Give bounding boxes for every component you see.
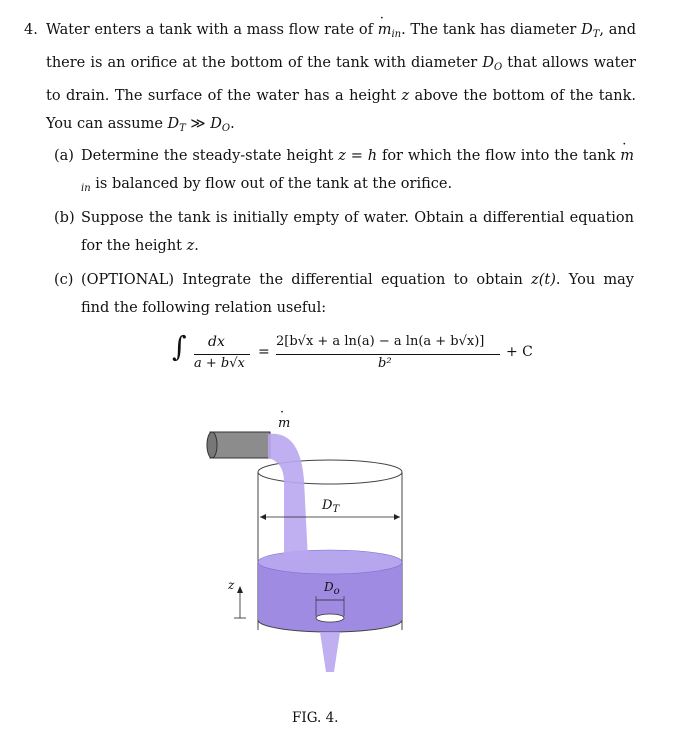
outflow-stream	[320, 632, 340, 672]
lhs-fraction-bar	[194, 354, 250, 355]
dt-arrow-right	[394, 514, 400, 520]
dt-arrow-left	[260, 514, 266, 520]
pipe-inlet-end	[207, 432, 217, 458]
part-b	[54, 204, 634, 260]
lhs-numerator: dx	[208, 334, 225, 350]
integral-equation	[172, 330, 552, 376]
part-b-label: (b)	[54, 210, 75, 226]
rhs-denominator: b²	[378, 356, 392, 371]
part-c-text: (OPTIONAL) Integrate the differential equation to obtain z(t). You may find the following relation useful:	[81, 272, 634, 316]
inflow-stream	[268, 434, 308, 560]
tank-diagram	[200, 410, 440, 680]
mdot-label: m ·	[278, 416, 290, 431]
rhs-fraction-bar	[276, 354, 500, 355]
orifice	[316, 614, 344, 622]
dt-label: $D_T$	[322, 498, 340, 515]
inflow-pipe	[210, 432, 270, 458]
integration-constant: + C	[506, 344, 533, 360]
lhs-denominator: a + b√x	[194, 356, 245, 371]
part-c-label: (c)	[54, 272, 74, 288]
z-axis-arrow	[237, 586, 243, 593]
problem-number: 4.	[24, 22, 38, 38]
problem-intro: Water enters a tank with a mass flow rate of $m \cdot_{in}$. The tank has diameter $D_T$, and there is an orifice at the bottom of the tank with diameter $D_O$ that allows water to drain. The surface of the water has a height z above the bottom of the tank. You can assume $D_T$ ≫ $D_O$.	[46, 16, 636, 143]
part-b-text: Suppose the tank is initially empty of water. Obtain a differential equation for the height z.	[81, 210, 634, 254]
do-label: $D_o$	[324, 580, 340, 597]
integral-sign: ∫	[172, 330, 187, 363]
tank-figure	[200, 410, 440, 684]
figure-caption: FIG. 4.	[292, 710, 339, 726]
part-c	[54, 266, 634, 322]
problem-statement	[24, 16, 636, 143]
rhs-numerator: 2[b√x + a ln(a) − a ln(a + b√x)]	[276, 334, 485, 349]
equals-sign: =	[258, 344, 270, 360]
part-a-label: (a)	[54, 148, 74, 164]
part-a-text: Determine the steady-state height z = h for which the flow into the tank $m \cdot_{in}$ is balanced by flow out of the tank at the orifice.	[81, 142, 634, 203]
water-surface	[258, 550, 402, 574]
z-label: z	[228, 578, 235, 592]
part-a	[54, 142, 634, 203]
